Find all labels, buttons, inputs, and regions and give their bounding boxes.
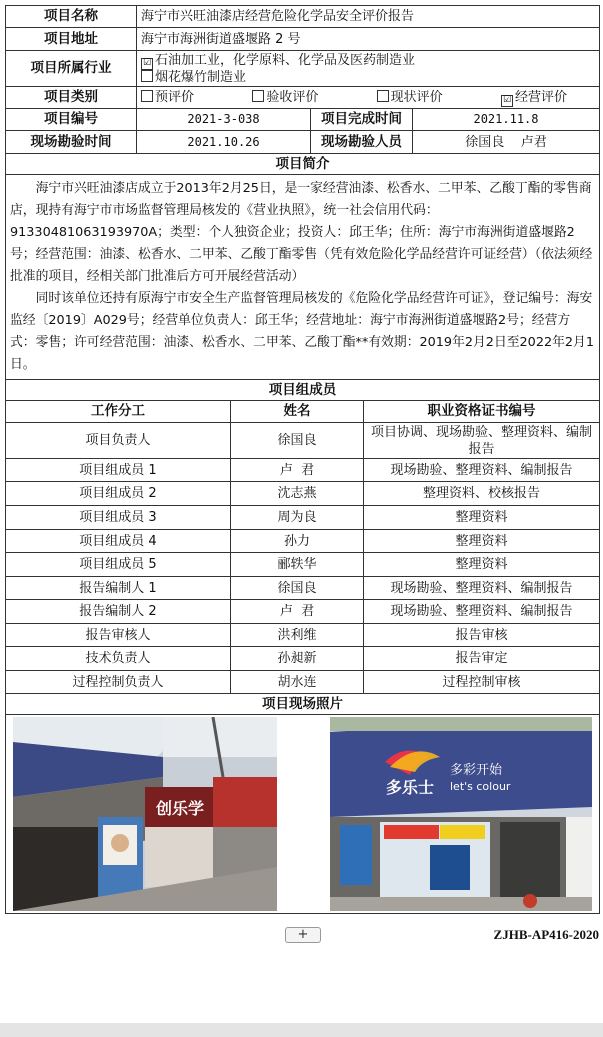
photos-title: 项目现场照片 [6,694,600,715]
site-photo-left [13,717,277,911]
team-rows [6,423,600,694]
table-row [6,600,600,624]
intro-body [6,175,600,380]
team-role-cell: 项目组成员 2 [6,482,231,506]
checkbox-icon: ☑ [502,95,512,105]
team-header-name: 姓名 [231,401,364,423]
storefront-photo-left [13,717,277,911]
survey-time-label: 现场勘验时间 [6,131,137,154]
team-duty-cell: 项目协调、现场勘验、整理资料、编制报告 [364,423,600,459]
team-duty-cell: 过程控制审核 [364,671,600,694]
checkbox-icon [141,90,153,102]
team-role-cell: 项目负责人 [6,423,231,459]
team-role-cell: 报告编制人 1 [6,577,231,600]
right-brand-slogan-en: let's colour [450,780,511,793]
project-name-value: 海宁市兴旺油漆店经营危险化学品安全评价报告 [137,6,600,28]
team-name-cell: 洪利维 [231,624,364,647]
bottom-scroll-bar[interactable] [0,1023,603,1037]
team-name-cell: 卢 君 [231,459,364,482]
team-duty-cell: 整理资料 [364,553,600,577]
team-name-cell: 徐国良 [231,423,364,459]
team-name-cell: 郦轶华 [231,553,364,577]
photos-cell [6,715,600,914]
team-role-cell: 项目组成员 3 [6,506,231,530]
industry-option-1: ☑ 石油加工业，化学原料、化学品及医药制造业 [142,52,416,68]
checkbox-icon [141,70,153,82]
team-name-cell: 胡水连 [231,671,364,694]
team-name-cell: 徐国良 [231,577,364,600]
team-role-cell: 过程控制负责人 [6,671,231,694]
intro-paragraph-1: 海宁市兴旺油漆店成立于2013年2月25日，是一家经营油漆、松香水、二甲苯、乙酸丁酯的零售商店，现持有海宁市市场监督管理局核发的《营业执照》，统一社会信用代码：91330481063193970A；类型：个人独资企业；投资人：邱王华；住所：海宁市海洲街道盛堰路2号；经营范围：油漆、松香水、二甲苯、乙酸丁酯零售（凭有效危险化学品经营许可证经营）（依法须经批准的项目，经相关部门批准后方可开展经营活动） [10,181,593,284]
team-role-cell: 技术负责人 [6,647,231,671]
industry-option-2: 烟花爆竹制造业 [141,69,595,86]
survey-time-value: 2021.10.26 [137,131,311,154]
table-row [6,506,600,530]
team-duty-cell: 现场勘验、整理资料、编制报告 [364,459,600,482]
type-option-acceptance: 验收评价 [252,89,318,106]
team-name-cell: 孙力 [231,530,364,553]
team-duty-cell: 报告审定 [364,647,600,671]
project-info-table [5,5,600,380]
table-row [6,482,600,506]
team-name-cell: 沈志燕 [231,482,364,506]
table-row [6,530,600,553]
project-name-label: 项目名称 [6,6,137,28]
team-role-cell: 报告编制人 2 [6,600,231,624]
team-name-cell: 孙昶新 [231,647,364,671]
table-row [6,577,600,600]
checkbox-icon [252,90,264,102]
finish-time-value: 2021.11.8 [413,109,600,131]
table-row [6,624,600,647]
project-number-label: 项目编号 [6,109,137,131]
team-role-cell: 项目组成员 5 [6,553,231,577]
table-row [6,423,600,459]
checkbox-icon [377,90,389,102]
report-sheet [5,5,599,914]
table-row [6,647,600,671]
intro-paragraph-2: 同时该单位还持有原海宁市安全生产监督管理局核发的《危险化学品经营许可证》，登记编号：海安监经〔2019〕A029号；经营单位负责人：邱王华；经营地址：海宁市海洲街道盛堰路2号；经营方式：零售；许可经营范围：油漆、松香水、二甲苯、乙酸丁酯**有效期：2019年2月2日至2022年2月1日。 [10,291,594,372]
site-photo-right [330,717,592,911]
industry-options [137,51,600,87]
project-number-value: 2021-3-038 [137,109,311,131]
right-brand-logo: 多乐士 [386,778,435,797]
table-row [6,553,600,577]
checkbox-icon: ☑ [142,57,152,68]
team-table [5,379,600,914]
team-duty-cell: 整理资料 [364,530,600,553]
right-brand-slogan: 多彩开始 [450,763,503,778]
team-role-cell: 报告审核人 [6,624,231,647]
team-header-role: 工作分工 [6,401,231,423]
table-row [6,459,600,482]
project-address-value: 海宁市海洲街道盛堰路 2 号 [137,28,600,51]
team-header-cert: 职业资格证书编号 [364,401,600,423]
left-shop-sign: 创乐学 [155,799,205,818]
project-address-label: 项目地址 [6,28,137,51]
survey-people-value: 徐国良 卢君 [413,131,600,154]
storefront-photo-right [330,717,592,911]
team-duty-cell: 现场勘验、整理资料、编制报告 [364,600,600,624]
team-duty-cell: 现场勘验、整理资料、编制报告 [364,577,600,600]
type-option-operation: ☑ 经营评价 [502,90,567,105]
team-duty-cell: 报告审核 [364,624,600,647]
team-role-cell: 项目组成员 1 [6,459,231,482]
team-duty-cell: 整理资料 [364,506,600,530]
project-type-label: 项目类别 [6,87,137,109]
survey-people-label: 现场勘验人员 [311,131,413,154]
add-button[interactable]: + [285,927,321,943]
type-option-status: 现状评价 [377,89,443,106]
team-title: 项目组成员 [6,380,600,401]
industry-label: 项目所属行业 [6,51,137,87]
team-role-cell: 项目组成员 4 [6,530,231,553]
finish-time-label: 项目完成时间 [311,109,413,131]
intro-title: 项目简介 [6,154,600,175]
project-type-options [137,87,600,109]
document-code: ZJHB-AP416-2020 [493,927,599,942]
team-duty-cell: 整理资料、校核报告 [364,482,600,506]
type-option-pre: 预评价 [141,89,194,106]
table-row [6,671,600,694]
team-name-cell: 卢 君 [231,600,364,624]
team-name-cell: 周为良 [231,506,364,530]
